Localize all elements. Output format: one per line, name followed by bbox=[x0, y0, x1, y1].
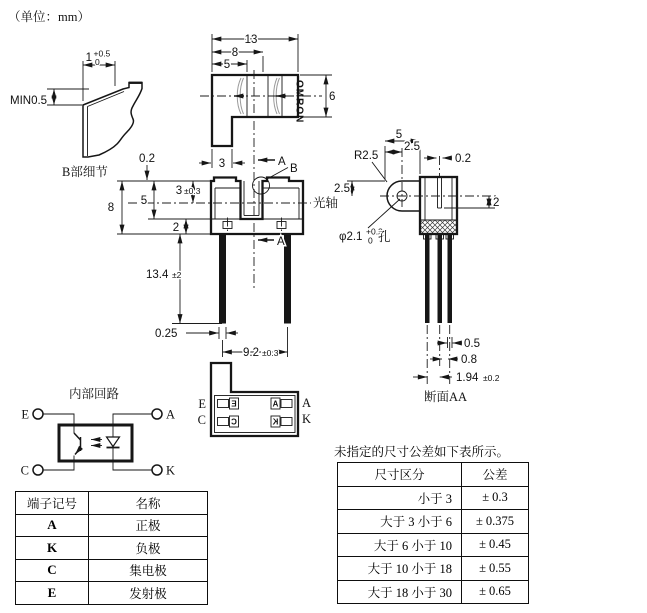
dim-side-0-2: 0.2 bbox=[455, 153, 471, 165]
dim-hole-dia: φ2.1 bbox=[339, 231, 363, 243]
terminal-name: 发射极 bbox=[89, 582, 208, 605]
bottom-view-label-c: C bbox=[197, 413, 206, 427]
section-a-bottom-label: A bbox=[277, 236, 285, 248]
dim-front-2: 2 bbox=[172, 222, 180, 234]
terminal-table-header-name: 名称 bbox=[89, 492, 208, 515]
circuit-title: 内部回路 bbox=[69, 387, 120, 401]
table-row bbox=[338, 580, 529, 604]
tolerance-value: ± 0.65 bbox=[462, 580, 529, 604]
detail-b-reference-circle bbox=[253, 177, 270, 194]
dim-front-3-tol: ±0.3 bbox=[184, 186, 201, 196]
side-lead-1 bbox=[425, 234, 430, 323]
table-row bbox=[16, 537, 208, 560]
bottom-view-label-e: E bbox=[198, 397, 206, 411]
tolerance-range: 小于 3 bbox=[338, 486, 462, 510]
table-row bbox=[338, 533, 529, 557]
front-lead-right bbox=[284, 234, 291, 324]
dim-front-lead-width: 0.25 bbox=[155, 328, 178, 340]
front-lead-left bbox=[219, 234, 226, 324]
dim-lead-0-8: 0.8 bbox=[461, 354, 477, 366]
bottom-view-label-k: K bbox=[302, 412, 312, 426]
dim-front-lead-pitch-tol: ±0.3 bbox=[262, 348, 279, 358]
tolerance-header-range: 尺寸区分 bbox=[338, 463, 462, 487]
molded-mark-k: K bbox=[272, 417, 279, 427]
dim-front-lead-length: 13.4 bbox=[146, 269, 169, 281]
molded-mark-c: C bbox=[231, 417, 237, 427]
dim-hole-tol-lower: 0 bbox=[368, 235, 373, 246]
dim-detail-b-width: 1 bbox=[85, 52, 92, 64]
table-row bbox=[338, 510, 529, 534]
dim-hole-tol-upper: +0.2 bbox=[366, 226, 383, 237]
terminal-name: 集电极 bbox=[89, 559, 208, 582]
dim-front-lead-length-tol: ±2 bbox=[172, 270, 182, 280]
tolerance-value: ± 0.55 bbox=[462, 557, 529, 581]
dim-detail-b-width-tol-lower: 0 bbox=[95, 57, 100, 67]
dim-side-2-5-top: 2.5 bbox=[404, 141, 420, 153]
omron-logo: OMRON bbox=[293, 80, 305, 124]
dim-detail-b-min-thickness: MIN0.5 bbox=[10, 95, 48, 107]
dim-top-8: 8 bbox=[231, 47, 239, 59]
bottom-view bbox=[198, 363, 311, 436]
tolerance-range: 大于 6 小于 10 bbox=[338, 533, 462, 557]
optical-axis-label: 光轴 bbox=[313, 196, 339, 210]
circuit-terminal-c: C bbox=[20, 463, 29, 478]
side-lead-2 bbox=[438, 234, 443, 323]
dim-lead-1-94-tol: ±0.2 bbox=[483, 373, 500, 383]
terminal-table-header-symbol: 端子记号 bbox=[16, 492, 89, 515]
circuit-terminal-k: K bbox=[166, 463, 176, 478]
tolerance-range: 大于 3 小于 6 bbox=[338, 510, 462, 534]
terminal-symbol: C bbox=[16, 559, 89, 582]
top-view bbox=[199, 34, 335, 170]
table-row bbox=[338, 557, 529, 581]
table-row bbox=[16, 582, 208, 605]
dim-side-r2-5: R2.5 bbox=[354, 150, 379, 162]
terminal-symbol: K bbox=[16, 537, 89, 560]
molded-mark-e: E bbox=[231, 399, 237, 409]
base-hatch bbox=[421, 220, 456, 233]
dim-front-0-2: 0.2 bbox=[139, 153, 155, 165]
dim-front-8: 8 bbox=[107, 202, 115, 214]
detail-b-ref-label: B bbox=[290, 163, 298, 175]
dim-hole-suffix: 孔 bbox=[378, 230, 391, 244]
terminal-name: 正极 bbox=[89, 514, 208, 537]
section-a-top-label: A bbox=[278, 156, 286, 168]
circuit-terminal-e: E bbox=[21, 407, 29, 422]
table-row bbox=[16, 514, 208, 537]
table-row bbox=[16, 559, 208, 582]
dim-side-5: 5 bbox=[395, 129, 403, 141]
dim-top-3: 3 bbox=[218, 158, 226, 170]
terminal-symbol: A bbox=[16, 514, 89, 537]
internal-circuit bbox=[21, 386, 175, 478]
tolerance-value: ± 0.45 bbox=[462, 533, 529, 557]
dim-side-2-5-left: 2.5 bbox=[334, 183, 350, 195]
table-row bbox=[338, 486, 529, 510]
tolerance-range: 大于 10 小于 18 bbox=[338, 557, 462, 581]
section-aa-caption: 断面AA bbox=[424, 390, 468, 404]
bottom-view-label-a: A bbox=[302, 396, 312, 410]
unit-note: （单位：mm） bbox=[8, 10, 90, 24]
terminal-table bbox=[15, 491, 208, 605]
detail-b-caption: B部细节 bbox=[62, 165, 108, 179]
dim-lead-0-5: 0.5 bbox=[464, 338, 480, 350]
dim-top-6: 6 bbox=[329, 91, 336, 103]
optocoupler-body bbox=[59, 425, 132, 461]
dim-detail-b-width-tol-upper: +0.5 bbox=[93, 48, 111, 59]
circuit-terminal-a: A bbox=[166, 407, 176, 422]
detail-b-view bbox=[10, 49, 142, 180]
terminal-symbol: E bbox=[16, 582, 89, 605]
molded-mark-a: A bbox=[272, 399, 279, 409]
tolerance-header-value: 公差 bbox=[462, 463, 529, 487]
dim-front-lead-pitch: 9.2 bbox=[243, 347, 259, 359]
dim-side-2: 2 bbox=[493, 197, 500, 209]
dim-lead-1-94: 1.94 bbox=[456, 372, 479, 384]
dim-front-5: 5 bbox=[140, 195, 148, 207]
dim-top-5: 5 bbox=[223, 59, 231, 71]
dim-front-3: 3 bbox=[175, 185, 183, 197]
tolerance-value: ± 0.3 bbox=[462, 486, 529, 510]
side-lead-3 bbox=[448, 234, 453, 323]
led-symbol bbox=[107, 437, 120, 447]
tolerance-note: 未指定的尺寸公差如下表所示。 bbox=[334, 445, 510, 459]
side-view bbox=[334, 129, 500, 404]
terminal-name: 负极 bbox=[89, 537, 208, 560]
dim-top-13: 13 bbox=[244, 34, 258, 46]
tolerance-table bbox=[337, 462, 529, 604]
tolerance-value: ± 0.375 bbox=[462, 510, 529, 534]
tolerance-range: 大于 18 小于 30 bbox=[338, 580, 462, 604]
